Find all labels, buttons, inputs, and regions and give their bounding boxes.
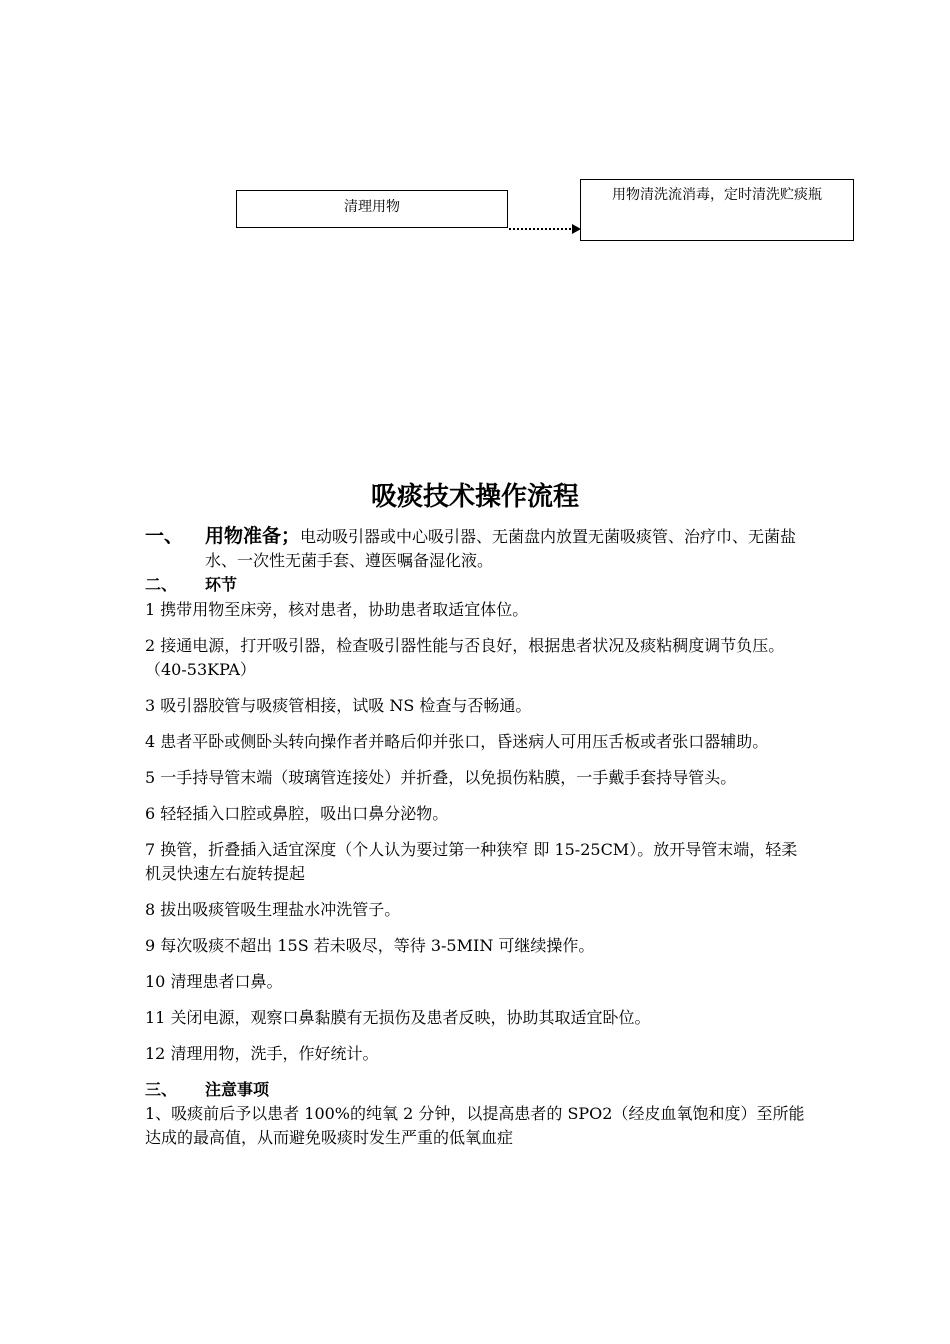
section-steps-header	[145, 573, 810, 597]
step-item: 12 清理用物，洗手，作好统计。	[145, 1044, 379, 1063]
document-body	[145, 522, 810, 1150]
step-item: 6 轻轻插入口腔或鼻腔，吸出口鼻分泌物。	[145, 804, 449, 823]
step-item: 2 接通电源，打开吸引器，检查吸引器性能与否良好，根据患者状况及痰粘稠度调节负压。（40-53KPA）	[145, 636, 785, 679]
step-item: 5 一手持导管末端（玻璃管连接处）并折叠，以免损伤粘膜，一手戴手套持导管头。	[145, 768, 737, 787]
step-item: 10 清理患者口鼻。	[145, 972, 283, 991]
step-item: 1 携带用物至床旁，核对患者，协助患者取适宜体位。	[145, 600, 529, 619]
flow-box-disinfect	[580, 179, 854, 241]
dotted-arrow	[508, 222, 582, 236]
section-number: 二、	[145, 575, 178, 594]
steps-list	[145, 597, 810, 1066]
section-heading: 注意事项	[205, 1080, 270, 1099]
section-supplies-body	[205, 522, 810, 573]
page-title: 吸痰技术操作流程	[370, 482, 579, 512]
flow-box-clean-items	[236, 190, 508, 228]
section-number: 三、	[145, 1080, 178, 1099]
section-notes-header	[145, 1078, 810, 1102]
section-number: 一、	[145, 525, 184, 547]
step-item: 11 关闭电源，观察口鼻黏膜有无损伤及患者反映，协助其取适宜卧位。	[145, 1008, 651, 1027]
step-item: 4 患者平卧或侧卧头转向操作者并略后仰并张口，昏迷病人可用压舌板或者张口器辅助。	[145, 732, 769, 751]
step-item: 7 换管，折叠插入适宜深度（个人认为要过第一种狭窄 即 15-25CM）。放开导管末端，轻柔机灵快速左右旋转提起	[145, 840, 798, 883]
step-item: 9 每次吸痰不超出 15S 若未吸尽，等待 3-5MIN 可继续操作。	[145, 936, 595, 955]
note-item: 1、吸痰前后予以患者 100%的纯氧 2 分钟，以提高患者的 SPO2（经皮血氧饱和度）至所能达成的最高值，从而避免吸痰时发生严重的低氧血症	[145, 1104, 805, 1147]
flow-box-disinfect-label: 用物清洗流消毒，定时清洗贮痰瓶	[612, 187, 822, 203]
section-supplies-text: 电动吸引器或中心吸引器、无菌盘内放置无菌吸痰管、治疗巾、无菌盐水、一次性无菌手套、遵医嘱备湿化液。	[205, 527, 797, 570]
section-heading: 环节	[205, 575, 238, 594]
flow-box-clean-items-label: 清理用物	[344, 199, 400, 215]
step-item: 8 拔出吸痰管吸生理盐水冲洗管子。	[145, 900, 401, 919]
section-supplies	[145, 522, 810, 573]
section-heading: 用物准备；	[205, 525, 301, 547]
step-item: 3 吸引器胶管与吸痰管相接，试吸 NS 检查与否畅通。	[145, 696, 532, 715]
